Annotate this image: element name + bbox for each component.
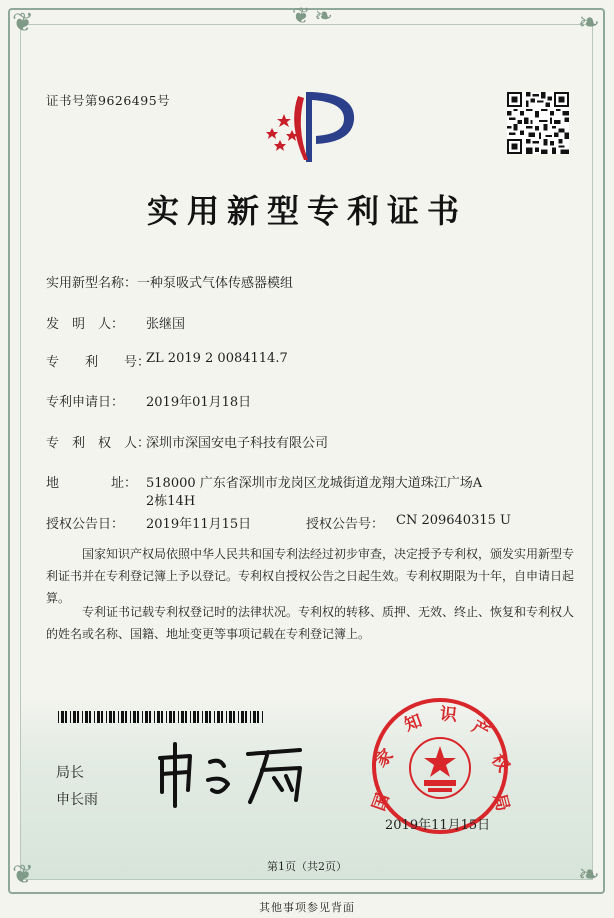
field-value: 2019年11月15日: [146, 517, 252, 532]
svg-text:国: 国: [368, 790, 394, 814]
field-application-date: [46, 391, 252, 410]
corner-ornament-icon: ❦: [12, 8, 34, 38]
legal-paragraph: 国家知识产权局依照中华人民共和国专利法经过初步审查，决定授予专利权，颁发实用新型专利证书并在专利登记簿上予以登记。专利权自授权公告之日起生效。专利权期限为十年，自申请日起算。: [46, 547, 575, 605]
qr-code-icon: [507, 92, 569, 154]
svg-text:家: 家: [371, 745, 398, 772]
field-label: 实用新型名称：: [46, 276, 138, 291]
field-value: CN 209640315 U: [396, 513, 511, 528]
signatory-name: 申长雨: [56, 792, 98, 808]
field-grant-number: [306, 513, 511, 532]
svg-text:局: 局: [488, 791, 513, 814]
field-label: 授权公告号：: [306, 517, 385, 532]
page-number: 第1页（共2页）: [267, 860, 347, 873]
seal-date: 2019年11月15日: [385, 818, 491, 833]
svg-text:知: 知: [401, 710, 425, 736]
corner-ornament-icon: ❧: [578, 860, 600, 890]
field-patentee: [46, 432, 329, 451]
legal-paragraph: 专利证书记载专利权登记时的法律状况。专利权的转移、质押、无效、终止、恢复和专利权人的姓名或名称、国籍、地址变更等事项记载在专利登记簿上。: [46, 605, 575, 641]
field-inventor: [46, 313, 186, 332]
field-value: 一种泵吸式气体传感器模组: [137, 276, 294, 291]
certificate-number: 证书号第9626495号: [46, 93, 171, 108]
field-label: 专利申请日：: [46, 395, 125, 410]
field-address: [46, 472, 483, 509]
patent-office-logo-icon: [258, 84, 368, 170]
barcode-icon: [58, 711, 263, 723]
handwritten-signature: [150, 740, 320, 810]
field-value: 518000 广东省深圳市龙岗区龙城街道龙翔大道珠江广场A: [146, 476, 483, 491]
svg-text:识: 识: [439, 704, 458, 726]
field-value: 2019年01月18日: [146, 395, 252, 410]
svg-text:权: 权: [487, 750, 514, 776]
field-value: ZL 2019 2 0084114.7: [146, 351, 288, 366]
field-label: 发 明 人：: [46, 317, 125, 332]
field-label: 授权公告日：: [46, 517, 125, 532]
corner-ornament-icon: ❦: [12, 860, 34, 890]
field-value-line2: 2栋14H: [146, 494, 196, 509]
footer-note: 其他事项参见背面: [259, 901, 355, 914]
field-label: 专 利 号：: [46, 355, 151, 370]
field-utility-model-name: [46, 272, 293, 291]
top-ornament-icon: ❦❧: [292, 4, 337, 29]
field-label: 专 利 权 人：: [46, 436, 151, 451]
field-value: 深圳市深国安电子科技有限公司: [146, 436, 329, 451]
field-value: 张继国: [146, 317, 186, 332]
svg-text:产: 产: [468, 716, 493, 743]
corner-ornament-icon: ❧: [578, 8, 600, 38]
field-grant-date: [46, 513, 252, 532]
page-title: 实用新型专利证书: [146, 192, 467, 230]
field-label: 地 址：: [46, 476, 138, 491]
signatory-role: 局长: [56, 765, 84, 781]
field-patent-number: [46, 351, 288, 370]
